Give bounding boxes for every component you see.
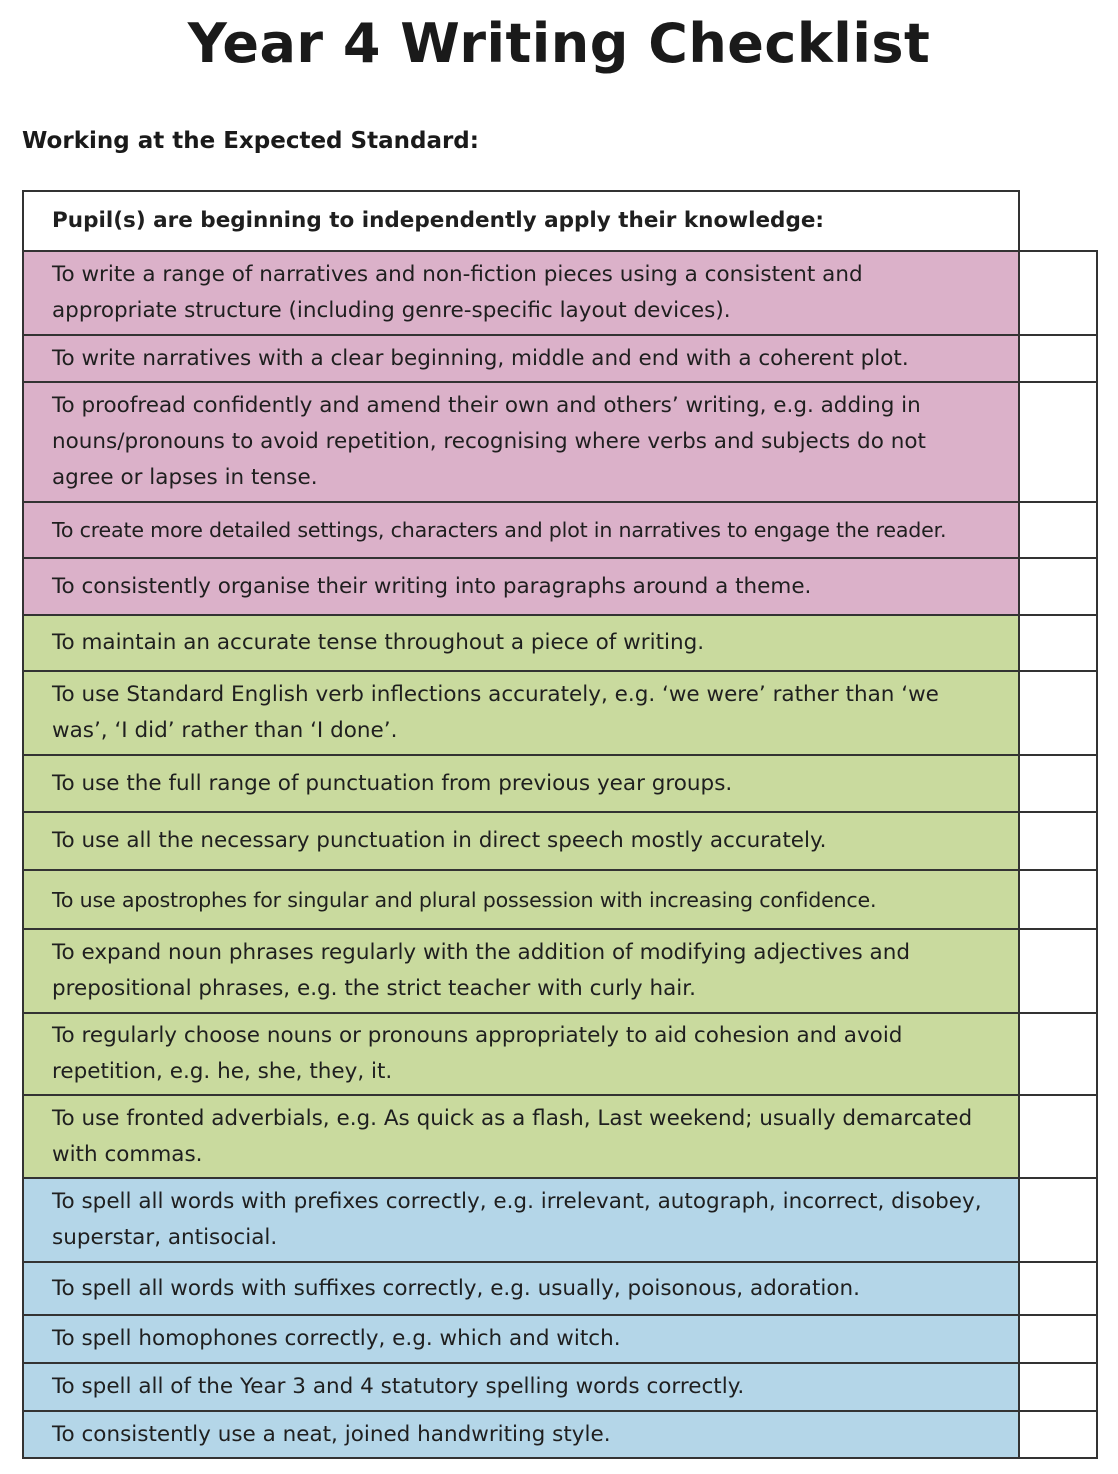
- tick-box[interactable]: [1019, 1178, 1097, 1262]
- table-row: [23, 502, 1097, 558]
- section-subtitle: Working at the Expected Standard:: [22, 128, 479, 154]
- table-row: [23, 929, 1097, 1013]
- tick-box[interactable]: [1019, 870, 1097, 929]
- criterion-text: To use all the necessary punctuation in direct speech mostly accurately.: [23, 812, 1019, 870]
- table-row: [23, 615, 1097, 671]
- tick-box[interactable]: [1019, 382, 1097, 502]
- table-row: [23, 1095, 1097, 1178]
- table-row: [23, 1262, 1097, 1315]
- tick-box[interactable]: [1019, 558, 1097, 615]
- tick-box[interactable]: [1019, 929, 1097, 1013]
- criterion-text: To spell all of the Year 3 and 4 statutory spelling words correctly.: [23, 1363, 1019, 1411]
- tick-box[interactable]: [1019, 1363, 1097, 1411]
- tick-box[interactable]: [1019, 502, 1097, 558]
- table-row: [23, 558, 1097, 615]
- table-row: [23, 335, 1097, 382]
- criterion-text: To expand noun phrases regularly with the addition of modifying adjectives and prepositional phrases, e.g. the strict teacher with curly hair.: [23, 929, 1019, 1013]
- table-row: [23, 1178, 1097, 1262]
- tick-box[interactable]: [1019, 812, 1097, 870]
- tick-box[interactable]: [1019, 1262, 1097, 1315]
- table-row: [23, 1411, 1097, 1458]
- criterion-text: To write a range of narratives and non-fiction pieces using a consistent and appropriate structure (including genre-specific layout devices).: [23, 251, 1019, 335]
- criterion-text: To create more detailed settings, characters and plot in narratives to engage the reader.: [23, 502, 1019, 558]
- criterion-text: To maintain an accurate tense throughout a piece of writing.: [23, 615, 1019, 671]
- criterion-text: To proofread confidently and amend their own and others’ writing, e.g. adding in nouns/pronouns to avoid repetition, recognising where verbs and subjects do not agree or lapses in tense.: [23, 382, 1019, 502]
- tick-box[interactable]: [1019, 251, 1097, 335]
- tick-box[interactable]: [1019, 755, 1097, 812]
- criterion-text: To spell all words with prefixes correctly, e.g. irrelevant, autograph, incorrect, disobey, superstar, antisocial.: [23, 1178, 1019, 1262]
- table-row: [23, 1013, 1097, 1095]
- criterion-text: To use apostrophes for singular and plural possession with increasing confidence.: [23, 870, 1019, 929]
- criterion-text: To consistently use a neat, joined handwriting style.: [23, 1411, 1019, 1458]
- tick-box[interactable]: [1019, 671, 1097, 755]
- table-row: [23, 1315, 1097, 1363]
- table-row: [23, 251, 1097, 335]
- table-row: [23, 382, 1097, 502]
- criterion-text: To use Standard English verb inflections accurately, e.g. ‘we were’ rather than ‘we was’, ‘I did’ rather than ‘I done’.: [23, 671, 1019, 755]
- tick-box[interactable]: [1019, 1315, 1097, 1363]
- table-header-row: [23, 191, 1097, 251]
- writing-checklist-table: [22, 190, 1098, 1459]
- tick-box[interactable]: [1019, 1411, 1097, 1458]
- table-header-text: Pupil(s) are beginning to independently apply their knowledge:: [23, 191, 1019, 251]
- criterion-text: To write narratives with a clear beginning, middle and end with a coherent plot.: [23, 335, 1019, 382]
- tick-box[interactable]: [1019, 335, 1097, 382]
- criterion-text: To spell homophones correctly, e.g. which and witch.: [23, 1315, 1019, 1363]
- tick-box[interactable]: [1019, 1095, 1097, 1178]
- header-blank-cell: [1019, 191, 1097, 251]
- table-row: [23, 755, 1097, 812]
- table-row: [23, 1363, 1097, 1411]
- criterion-text: To regularly choose nouns or pronouns appropriately to aid cohesion and avoid repetition, e.g. he, she, they, it.: [23, 1013, 1019, 1095]
- tick-box[interactable]: [1019, 615, 1097, 671]
- table-row: [23, 870, 1097, 929]
- table-row: [23, 812, 1097, 870]
- page-title: Year 4 Writing Checklist: [187, 12, 931, 75]
- tick-box[interactable]: [1019, 1013, 1097, 1095]
- criterion-text: To use fronted adverbials, e.g. As quick as a flash, Last weekend; usually demarcated with commas.: [23, 1095, 1019, 1178]
- criterion-text: To use the full range of punctuation from previous year groups.: [23, 755, 1019, 812]
- criterion-text: To spell all words with suffixes correctly, e.g. usually, poisonous, adoration.: [23, 1262, 1019, 1315]
- criterion-text: To consistently organise their writing into paragraphs around a theme.: [23, 558, 1019, 615]
- table-row: [23, 671, 1097, 755]
